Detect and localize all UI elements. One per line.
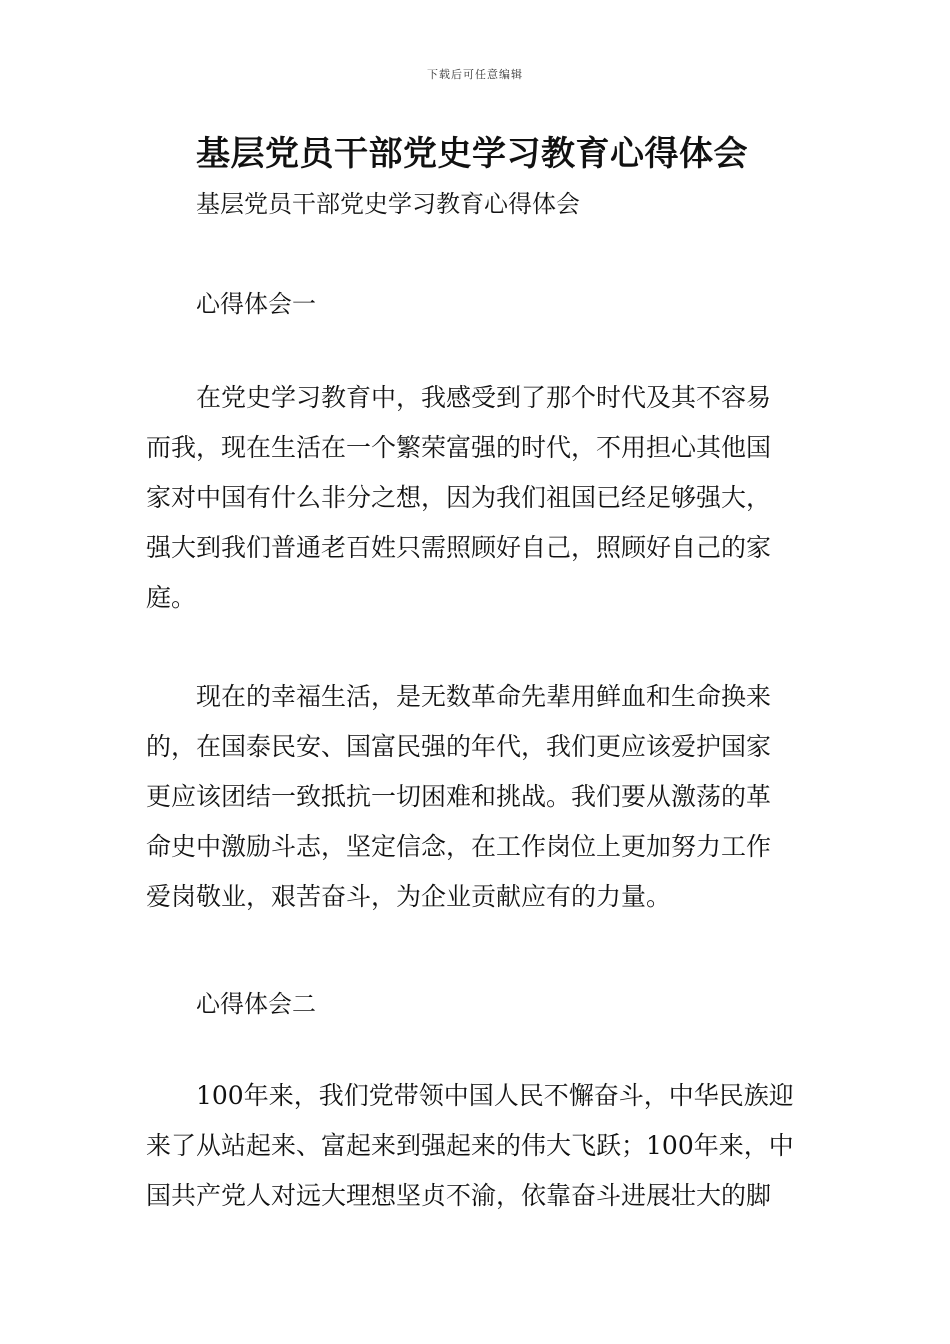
paragraph-line: 国共产党人对远大理想坚贞不渝，依靠奋斗进展壮大的脚 xyxy=(146,1181,772,1210)
paragraph-line: 强大到我们普通老百姓只需照顾好自己，照顾好自己的家 xyxy=(146,533,772,562)
paragraph-line: 在党史学习教育中，我感受到了那个时代及其不容易 xyxy=(196,383,772,412)
section-heading-1: 心得体会一 xyxy=(196,290,316,318)
section-heading-2: 心得体会二 xyxy=(196,990,316,1018)
paragraph-line: 现在的幸福生活，是无数革命先辈用鲜血和生命换来 xyxy=(196,682,772,711)
paragraph-line: 而我，现在生活在一个繁荣富强的时代，不用担心其他国 xyxy=(146,433,772,462)
paragraph-3 xyxy=(146,1071,806,1221)
paragraph-2 xyxy=(146,672,806,922)
paragraph-line: 命史中激励斗志，坚定信念，在工作岗位上更加努力工作 xyxy=(146,832,772,861)
paragraph-line: 家对中国有什么非分之想，因为我们祖国已经足够强大， xyxy=(146,483,772,512)
paragraph-1 xyxy=(146,373,806,623)
document-title: 基层党员干部党史学习教育心得体会 xyxy=(196,134,748,174)
paragraph-line: 更应该团结一致抵抗一切困难和挑战。我们要从激荡的革 xyxy=(146,782,772,811)
paragraph-line: 的，在国泰民安、国富民强的年代，我们更应该爱护国家 xyxy=(146,732,772,761)
header-note: 下载后可任意编辑 xyxy=(427,68,523,81)
document-subtitle: 基层党员干部党史学习教育心得体会 xyxy=(196,190,580,218)
paragraph-line: 庭。 xyxy=(146,583,197,612)
paragraph-line: 100年来，我们党带领中国人民不懈奋斗，中华民族迎 xyxy=(196,1081,794,1110)
paragraph-line: 爱岗敬业，艰苦奋斗，为企业贡献应有的力量。 xyxy=(146,882,672,911)
paragraph-line: 来了从站起来、富起来到强起来的伟大飞跃；100年来，中 xyxy=(146,1131,794,1160)
